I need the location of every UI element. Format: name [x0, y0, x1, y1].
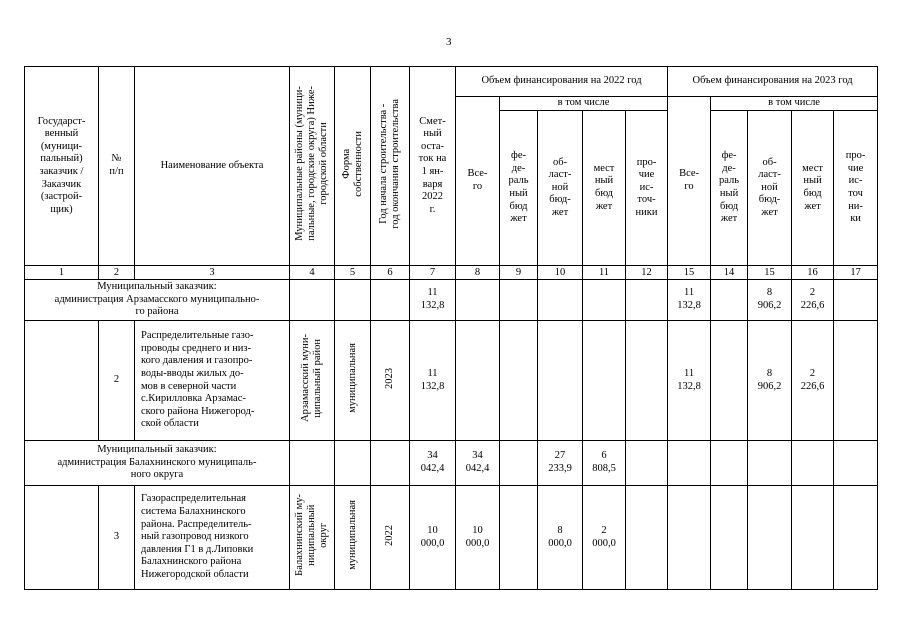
column-number: 16 [792, 266, 834, 280]
federal-2023-cell [711, 486, 748, 590]
regional-2023-cell: 8 906,2 [748, 280, 792, 321]
header-including-2023: в том числе [711, 97, 878, 111]
ownership-cell: муниципальная [335, 486, 371, 590]
column-number: 3 [135, 266, 290, 280]
column-number: 10 [538, 266, 583, 280]
other-2022-cell [626, 321, 668, 441]
header-federal-2023: фе- де- раль ный бюд жет [711, 111, 748, 266]
local-2022-cell: 6 808,5 [583, 441, 626, 486]
header-districts: Муниципальные районы (муници- пальные, городские округа) Ниже- городской области [290, 67, 335, 266]
total-2022-cell [456, 321, 500, 441]
local-2022-cell [583, 321, 626, 441]
investment-table [24, 66, 878, 590]
table-row [25, 321, 878, 441]
federal-2023-cell [711, 441, 748, 486]
header-total-2022: Все- го [456, 97, 500, 266]
column-number: 12 [626, 266, 668, 280]
other-2023-cell [834, 280, 878, 321]
federal-2022-cell [500, 280, 538, 321]
header-object-name: Наименование объекта [135, 67, 290, 266]
total-2023-cell: 11 132,8 [668, 321, 711, 441]
years-cell: 2023 [371, 321, 410, 441]
total-2022-cell: 34 042,4 [456, 441, 500, 486]
header-regional-2023: об- ласт- ной бюд- жет [748, 111, 792, 266]
district-cell: Балахнинский му- ниципальный округ [290, 486, 335, 590]
total-2022-cell: 10 000,0 [456, 486, 500, 590]
federal-2022-cell [500, 486, 538, 590]
header-balance: Смет- ный оста- ток на 1 ян- варя 2022 г. [410, 67, 456, 266]
header-local-2022: мест ный бюд жет [583, 111, 626, 266]
regional-2023-cell: 8 906,2 [748, 321, 792, 441]
federal-2022-cell [500, 441, 538, 486]
total-2023-cell [668, 441, 711, 486]
column-number: 15 [668, 266, 711, 280]
regional-2022-cell [538, 280, 583, 321]
years-cell: 2022 [371, 486, 410, 590]
local-2022-cell [583, 280, 626, 321]
header-regional-2022: об- ласт- ной бюд- жет [538, 111, 583, 266]
total-2022-cell [456, 280, 500, 321]
item-number: 2 [99, 321, 135, 441]
header-total-2023: Все- го [668, 97, 711, 266]
header-customer: Государст- венный (муници- пальный) заказчик / Заказчик (застрой- щик) [25, 67, 99, 266]
column-number: 8 [456, 266, 500, 280]
header-ownership: Форма собственности [335, 67, 371, 266]
table-row [25, 280, 878, 321]
column-number: 4 [290, 266, 335, 280]
regional-2022-cell [538, 321, 583, 441]
header-years: Год начала строительства - год окончания строительства [371, 67, 410, 266]
object-name: Газораспределительная система Балахнинского района. Распределитель- ный газопровод низкого давления Г1 в д.Липовки Балахнинского района Нижегородской области [135, 486, 290, 590]
other-2022-cell [626, 441, 668, 486]
regional-2023-cell [748, 441, 792, 486]
column-number: 17 [834, 266, 878, 280]
ownership-cell: муниципальная [335, 321, 371, 441]
customer-group-label: Муниципальный заказчик: администрация Арзамасского муниципально- го района [25, 280, 290, 321]
table-row [25, 441, 878, 486]
balance-cell: 34 042,4 [410, 441, 456, 486]
balance-cell: 11 132,8 [410, 321, 456, 441]
local-2023-cell [792, 486, 834, 590]
column-number: 1 [25, 266, 99, 280]
federal-2022-cell [500, 321, 538, 441]
header-local-2023: мест ный бюд жет [792, 111, 834, 266]
column-number-row [25, 266, 878, 280]
column-number: 14 [711, 266, 748, 280]
other-2023-cell [834, 321, 878, 441]
balance-cell: 10 000,0 [410, 486, 456, 590]
regional-2023-cell [748, 486, 792, 590]
column-number: 9 [500, 266, 538, 280]
federal-2023-cell [711, 280, 748, 321]
local-2022-cell: 2 000,0 [583, 486, 626, 590]
other-2023-cell [834, 486, 878, 590]
header-number: № п/п [99, 67, 135, 266]
object-name: Распределительные газо- проводы среднего и низ- кого давления и газопро- воды-вводы жилых до- мов в северной части с.Кирилловка Арзамас- ского района Нижегород- ской области [135, 321, 290, 441]
item-number: 3 [99, 486, 135, 590]
column-number: 5 [335, 266, 371, 280]
district-cell: Арзамасский муни- ципальный район [290, 321, 335, 441]
column-number: 11 [583, 266, 626, 280]
regional-2022-cell: 8 000,0 [538, 486, 583, 590]
header-other-2023: про- чие ис- точ ни- ки [834, 111, 878, 266]
total-2023-cell [668, 486, 711, 590]
total-2023-cell: 11 132,8 [668, 280, 711, 321]
federal-2023-cell [711, 321, 748, 441]
local-2023-cell: 2 226,6 [792, 280, 834, 321]
balance-cell: 11 132,8 [410, 280, 456, 321]
other-2022-cell [626, 280, 668, 321]
header-including-2022: в том числе [500, 97, 668, 111]
header-other-2022: про- чие ис- точ- ники [626, 111, 668, 266]
header-financing-2022: Объем финансирования на 2022 год [456, 67, 668, 97]
column-number: 6 [371, 266, 410, 280]
other-2022-cell [626, 486, 668, 590]
header-financing-2023: Объем финансирования на 2023 год [668, 67, 878, 97]
column-number: 7 [410, 266, 456, 280]
local-2023-cell: 2 226,6 [792, 321, 834, 441]
regional-2022-cell: 27 233,9 [538, 441, 583, 486]
column-number: 15 [748, 266, 792, 280]
other-2023-cell [834, 441, 878, 486]
column-number: 2 [99, 266, 135, 280]
local-2023-cell [792, 441, 834, 486]
customer-group-label: Муниципальный заказчик: администрация Балахнинского муниципаль- ного округа [25, 441, 290, 486]
page-number: 3 [446, 36, 452, 48]
header-federal-2022: фе- де- раль ный бюд жет [500, 111, 538, 266]
table-row [25, 486, 878, 590]
